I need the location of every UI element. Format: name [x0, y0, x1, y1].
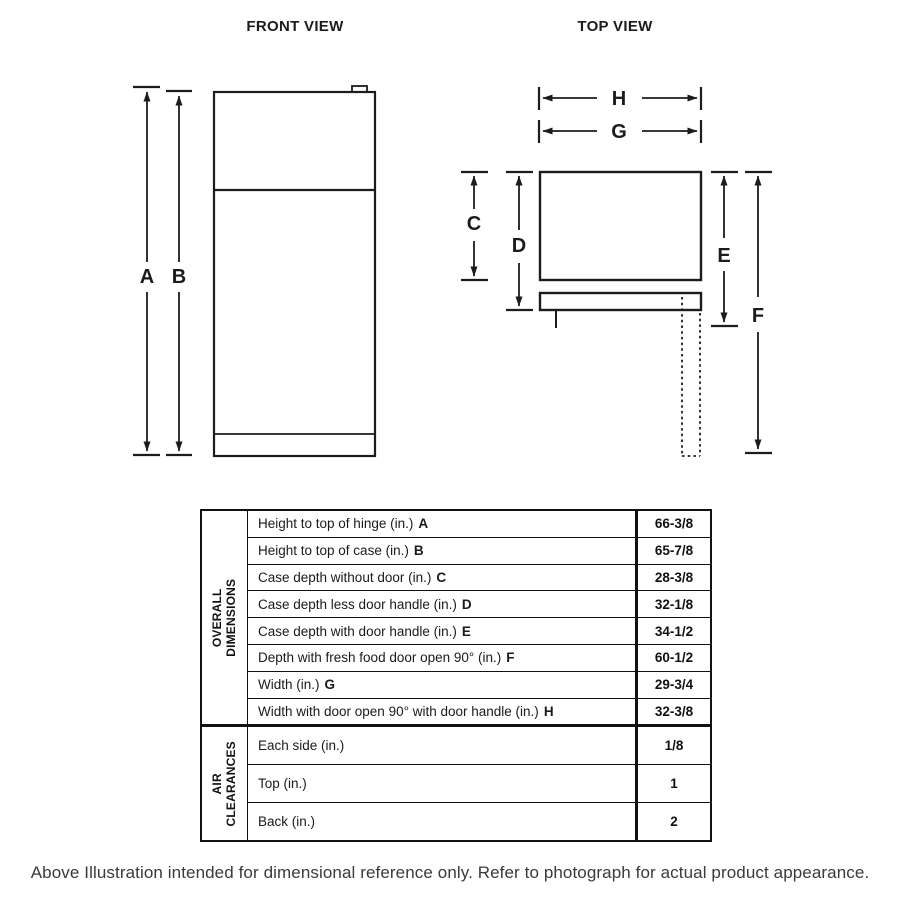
- value-cell: 34-1/2: [635, 618, 710, 644]
- overall-dimensions-header: OVERALL DIMENSIONS: [202, 511, 248, 724]
- table-row: Height to top of case (in.) B 65-7/8: [248, 537, 710, 564]
- table-row: Top (in.) 1: [248, 764, 710, 802]
- table-row: Back (in.) 2: [248, 802, 710, 840]
- top-view-title: TOP VIEW: [577, 18, 653, 35]
- value-cell: 2: [635, 803, 710, 840]
- value-cell: 32-3/8: [635, 699, 710, 725]
- dim-label-h: H: [611, 88, 627, 110]
- case-outline-top: [540, 172, 701, 280]
- dim-label-e: E: [717, 245, 731, 267]
- dim-label-g: G: [611, 121, 627, 143]
- value-cell: 60-1/2: [635, 645, 710, 671]
- top-view-diagram: [540, 172, 701, 456]
- fridge-outline: [214, 92, 375, 456]
- value-cell: 32-1/8: [635, 591, 710, 617]
- door-outline-top: [540, 293, 701, 310]
- front-view-diagram: [214, 86, 375, 456]
- value-cell: 65-7/8: [635, 538, 710, 564]
- dim-label-d: D: [511, 235, 527, 257]
- dim-label-a: A: [139, 266, 155, 288]
- value-cell: 28-3/8: [635, 565, 710, 591]
- table-row: Depth with fresh food door open 90° (in.) F 60-1/2: [248, 644, 710, 671]
- air-clearances-header: AIR CLEARANCES: [202, 727, 248, 840]
- table-row: Case depth without door (in.) C 28-3/8: [248, 564, 710, 591]
- table-row: Width (in.) G 29-3/4: [248, 671, 710, 698]
- footnote: Above Illustration intended for dimensional reference only. Refer to photograph for actual product appearance.: [30, 863, 870, 882]
- overall-dimensions-section: [202, 511, 710, 724]
- dim-label-c: C: [466, 213, 482, 235]
- value-cell: 66-3/8: [635, 511, 710, 537]
- table-row: Case depth less door handle (in.) D 32-1/8: [248, 590, 710, 617]
- value-cell: 29-3/4: [635, 672, 710, 698]
- table-row: Height to top of hinge (in.) A 66-3/8: [248, 511, 710, 537]
- table-row: Case depth with door handle (in.) E 34-1/2: [248, 617, 710, 644]
- dim-label-f: F: [751, 305, 765, 327]
- table-row: Width with door open 90° with door handle (in.) H 32-3/8: [248, 698, 710, 725]
- value-cell: 1: [635, 765, 710, 802]
- dim-label-b: B: [171, 266, 187, 288]
- front-view-title: FRONT VIEW: [246, 18, 344, 35]
- air-clearances-section: [202, 724, 710, 840]
- value-cell: 1/8: [635, 727, 710, 764]
- dimensions-table: [200, 509, 712, 842]
- table-row: Each side (in.) 1/8: [248, 727, 710, 764]
- door-open-dashed-outline: [682, 297, 700, 456]
